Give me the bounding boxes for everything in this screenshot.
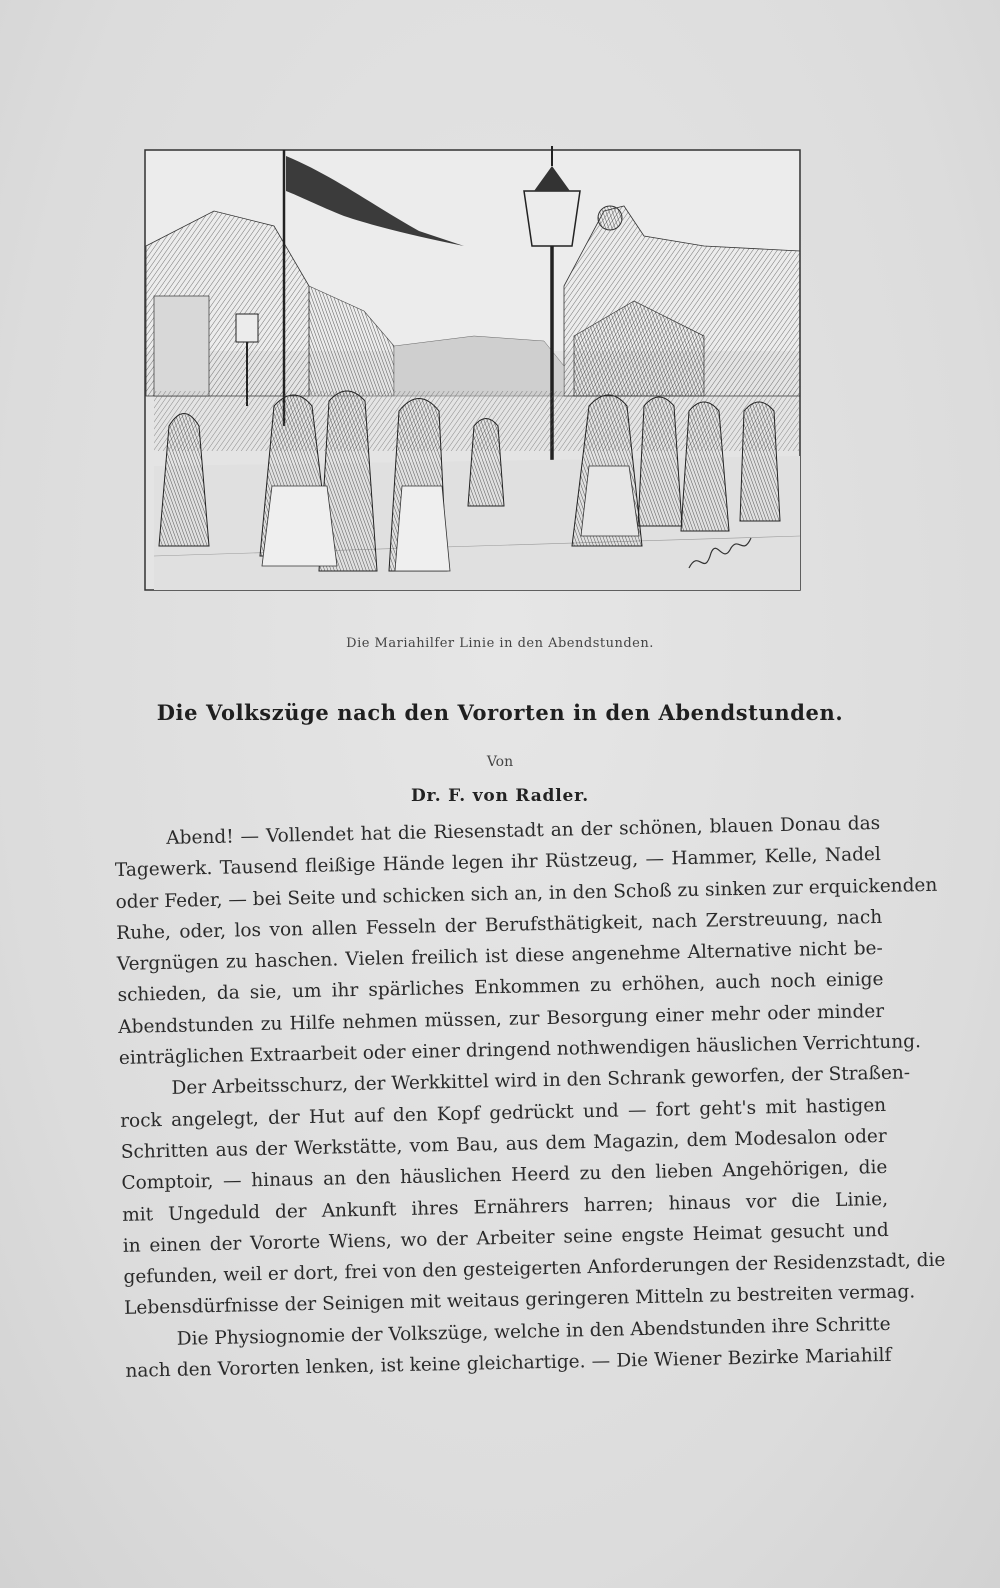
text-line: gefunden, weil er dort, frei von den gesteigerten Anforderungen der Residenzstadt, die [123,1249,946,1289]
text-line: in einen der Vororte Wiens, wo der Arbeiter seine engste Heimat gesucht und [122,1219,889,1257]
text-line: einträglichen Extraarbeit oder einer dringend nothwendigen häuslichen Verrichtung. [118,1031,922,1070]
author-name: Dr. F. von Radler. [410,786,590,806]
text-line: Abend! — Vollendet hat die Riesenstadt an der schönen, blauen Donau das [166,812,881,849]
text-line: Lebensdürfnisse der Seinigen mit weitaus geringeren Mitteln zu bestreiten vermag. [123,1281,916,1320]
text-line: schieden, da sie, um ihr spärliches Enkommen zu erhöhen, auch noch einige [117,969,884,1007]
byline-prefix: Von [486,754,514,770]
text-line: oder Feder, — bei Seite und schicken sich an, in den Schoß zu sinken zur erquickenden [115,874,938,913]
text-line: Comptoir, — hinaus an den häuslichen Heerd zu den lieben Angehörigen, die [121,1157,888,1195]
text-line: Der Arbeitsschurz, der Werkkittel wird in den Schrank geworfen, der Straßen- [171,1062,911,1100]
article-title: Die Volkszüge nach den Vororten in den Abendstunden. [156,700,844,725]
article-body [114,808,946,1387]
text-line: nach den Vororten lenken, ist keine gleichartige. — Die Wiener Bezirke Mariahilf [125,1344,892,1382]
text-line: Die Physiognomie der Volkszüge, welche in den Abendstunden ihre Schritte [176,1313,891,1350]
street-scene-engraving [144,136,808,616]
figure-caption: Die Mariahilfer Linie in den Abendstunden. [346,636,654,651]
text-line: Abendstunden zu Hilfe nehmen müssen, zur Besorgung einer mehr oder minder [118,1000,885,1038]
text-line: rock angelegt, der Hut auf den Kopf gedrückt und — fort geht's mit hastigen [120,1094,887,1132]
text-line: Vergnügen zu haschen. Vielen freilich ist diese angenehme Alternative nicht be- [116,938,883,976]
text-line: Schritten aus der Werkstätte, vom Bau, aus dem Magazin, dem Modesalon oder [120,1125,887,1163]
text-line: Tagewerk. Tausend fleißige Hände legen ihr Rüstzeug, — Hammer, Kelle, Nadel [114,844,882,882]
text-line: mit Ungeduld der Ankunft ihres Ernährers harren; hinaus vor die Linie, [121,1188,889,1226]
text-line: Ruhe, oder, los von allen Fesseln der Berufsthätigkeit, nach Zerstreuung, nach [116,906,883,944]
